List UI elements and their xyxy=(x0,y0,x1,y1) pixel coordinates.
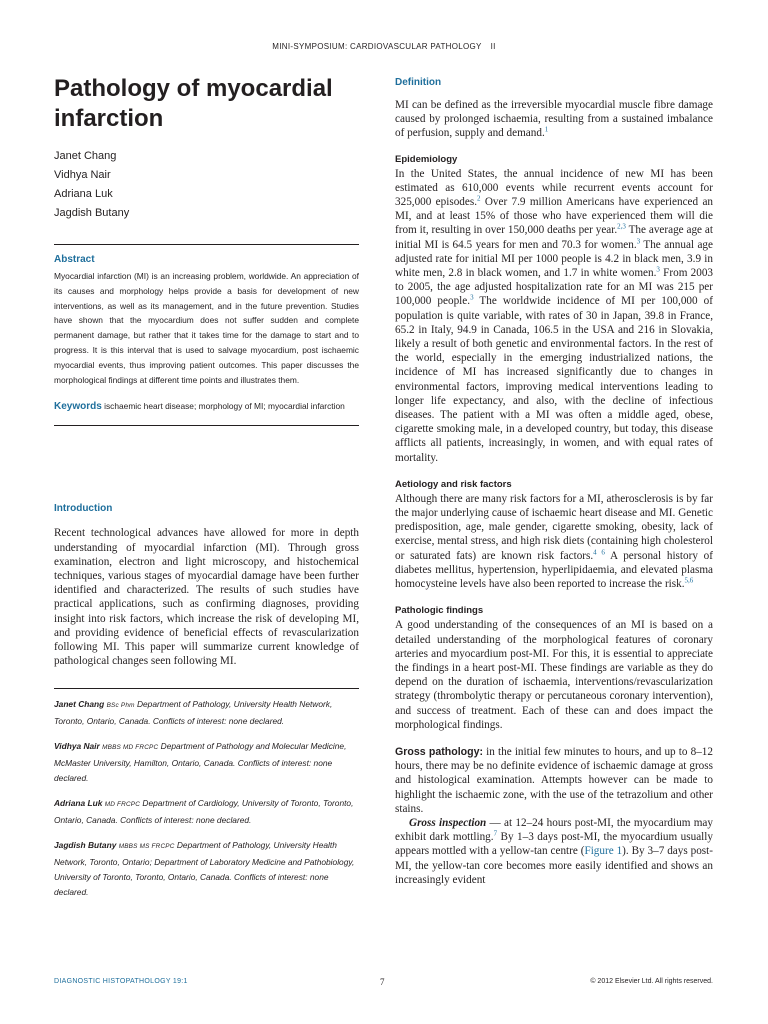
text-run: — at 12–24 hours post-MI, the myocardium may exhibit dark mottling. xyxy=(395,816,713,844)
affiliation xyxy=(54,838,359,901)
text-run: From 2003 to 2005, the age adjusted hospitalization rate for an MI was 215 per 100,000 people. xyxy=(395,267,714,308)
author: Vidhya Nair xyxy=(54,169,111,181)
introduction-heading: Introduction xyxy=(54,503,113,515)
affiliation-name: Jagdish Butany xyxy=(54,840,117,851)
text-run: A personal history of diabetes mellitus, hypertension, hyperlipidaemia, and elevated plasma homocysteine levels have also been reported to increase the risk. xyxy=(395,549,713,591)
text-run: The average age at initial MI is 64.5 years for men and 70.3 for women. xyxy=(395,224,713,251)
gross-inspection-label: Gross inspection xyxy=(409,816,487,829)
citation-link[interactable]: 5,6 xyxy=(684,576,694,585)
keywords-text: ischaemic heart disease; morphology of MI; myocardial infarction xyxy=(104,401,345,412)
citation-link[interactable]: 2 xyxy=(477,194,481,203)
introduction-section xyxy=(54,503,359,668)
citation-link[interactable]: 3 xyxy=(656,265,660,274)
definition-text xyxy=(395,98,713,141)
text-run: Over 7.9 million Americans have experienced an MI, and at least 15% of those who have experienced them will die from it, resulting in over 150,000 deaths per year. xyxy=(395,196,713,237)
affiliation-text: Department of Cardiology, University of Toronto, Toronto, Ontario, Canada. Conflicts of interest: none declared. xyxy=(54,798,354,825)
epidemiology-heading: Epidemiology xyxy=(395,153,458,165)
text-run: ). By 3–7 days post-MI, the yellow-tan core becomes more easily identified and shows an increasingly evident xyxy=(395,845,713,886)
citation-link[interactable]: 4 6 xyxy=(593,547,605,556)
affiliation-name: Vidhya Nair xyxy=(54,741,100,752)
affiliation-text: Department of Pathology, University Health Network, Toronto, Ontario, Canada. Conflicts of interest: none declared. xyxy=(54,699,333,726)
pathologic-text: A good understanding of the consequences of an MI is based on a detailed understanding of the morphological features of coronary arteries and myocardium post-MI. For this, it is essential to appreciate the findings in a heart post-MI. These findings are variable as they do depend on the duration of ischaemia, interventions/revascularization strategy (thrombolytic therapy or percutaneous coronary intervention), and success of treatment. Each of these can and does impact the morphological findings. xyxy=(395,619,713,731)
author: Jagdish Butany xyxy=(54,207,130,219)
article-title-line2: infarction xyxy=(54,105,164,132)
text-run: The worldwide incidence of MI per 100,000 of population is quite variable, with rates of 30 in Japan, 39.8 in France, 65.2 in Italy, 94.9 in Canada, 106.5 in the USA and 216 in Slovakia, likely a result of both genetic and environmental factors. In the rest of the world, especially in the emerging industrialized nations, the incidence of MI has increased significantly due to changes in environmental factors, improving medical interventions leading to longer life expectancy, and also, with the decline of infectious diseases. The patient with a MI was often a middle aged, obese, cigarette smoking male, in a developed country, but today, this disease afflicts all patients, increasingly, in women, and with equal rates of mortality. xyxy=(395,295,713,464)
author: Adriana Luk xyxy=(54,188,113,200)
aetiology-text xyxy=(395,492,713,591)
affiliations xyxy=(54,697,359,900)
figure-link[interactable]: Figure 1 xyxy=(584,845,623,858)
text-run: In the United States, the annual incidence of new MI has been estimated as 610,000 events while recurrent events account for 325,000 episodes. xyxy=(395,167,713,209)
page-number: 7 xyxy=(380,977,385,987)
running-head xyxy=(0,42,768,51)
text-run: The annual age adjusted rate for initial MI per 1000 people is 4.2 in black men, 3.9 in white men, 2.8 in black women, and 1.7 in white women. xyxy=(395,238,713,280)
introduction-text: Recent technological advances have allowed for more in depth understanding of myocardial infarction (MI). Through gross examination, electron and light microscopy, and histochemical techniques, various stages of myocardial damage have been further identified and characterized. The results of such studies have practical applications, such as confirming diagnoses, providing insight into risk factors, which increase the risk of developing MI, and providing evidence of beneficial effects of revascularization following MI. This paper will summarize current knowledge of pathological changes seen following MI. xyxy=(54,527,359,668)
affiliation-text: Department of Pathology, University Health Network, Toronto, Ontario; Department of Laboratory Medicine and Pathobiology, University of Toronto, Toronto, Ontario, Canada. Conflicts of interest: none declared. xyxy=(54,840,355,898)
affiliation-name: Janet Chang xyxy=(54,699,105,710)
affiliation-degrees: MD FRCPC xyxy=(104,801,141,809)
gross-label: Gross pathology: xyxy=(395,745,484,758)
abstract-heading: Abstract xyxy=(54,254,95,265)
right-column xyxy=(395,77,713,887)
text-run: in the initial few minutes to hours, and up to 8–12 hours, there may be no definite evidence of ischaemic damage at gross and histological examination. Attempts however can be made to highlight the ischaemic zone, with the use of the tetrazolium and other stains. xyxy=(395,745,713,815)
running-head-marker: II xyxy=(490,42,496,51)
abstract-text: Myocardial infarction (MI) is an increasing problem, worldwide. An appreciation of its causes and morphology helps provide a basis for development of new interventions, as well as its management, and in the future prevention. Studies have shown that the myocardium does not suffer sudden and complete permanent damage, but rather that it takes time for the damage to start and to progress. It is this interval that is used to salvage myocardium, post ischaemic myocardial events, thus improving patient outcomes. This paper discusses the morphological findings at different time points and illustrates them. xyxy=(54,271,359,385)
aetiology-heading: Aetiology and risk factors xyxy=(395,478,512,490)
affiliation-degrees: BSc Phm xyxy=(106,702,135,710)
article-title xyxy=(54,74,359,134)
article-title-line1: Pathology of myocardial xyxy=(54,75,333,102)
gross-inspection-text xyxy=(395,816,713,887)
citation-link[interactable]: 1 xyxy=(544,125,549,134)
citation-link[interactable]: 3 xyxy=(470,293,474,302)
affiliation xyxy=(54,739,359,786)
author-list xyxy=(54,147,359,223)
divider xyxy=(54,244,359,245)
citation-link[interactable]: 7 xyxy=(493,829,498,838)
affiliation xyxy=(54,697,359,729)
affiliation-text: Department of Pathology and Molecular Medicine, McMaster University, Hamilton, Ontario, Canada. Conflicts of interest: none declared. xyxy=(54,741,347,784)
pathologic-heading: Pathologic findings xyxy=(395,605,484,617)
text-run: Although there are many risk factors for a MI, atherosclerosis is by far the major underlying cause of ischaemic heart disease and MI. Genetic predisposition, age, male gender, cigarette smoking, obesity, lack of exercise, mental stress, and high risk diets (containing high cholesterol or saturated fats) are known risk factors. xyxy=(395,492,713,562)
definition-heading: Definition xyxy=(395,77,442,88)
keywords xyxy=(54,399,359,414)
citation-link[interactable]: 3 xyxy=(636,236,641,245)
text-run: By 1–3 days post-MI, the myocardium usually appears mottled with a yellow-tan centre ( xyxy=(395,831,713,858)
affiliation-name: Adriana Luk xyxy=(54,798,103,809)
citation-link[interactable]: 2,3 xyxy=(617,222,626,231)
affiliation xyxy=(54,796,359,828)
running-head-section: MINI-SYMPOSIUM: CARDIOVASCULAR PATHOLOGY xyxy=(272,42,482,51)
copyright: © 2012 Elsevier Ltd. All rights reserved. xyxy=(590,978,713,985)
epidemiology-text xyxy=(395,167,713,465)
left-column xyxy=(54,74,359,901)
affiliation-degrees: MBBS MS FRCPC xyxy=(118,843,175,851)
author: Janet Chang xyxy=(54,150,117,162)
gross-pathology-text xyxy=(395,745,713,816)
definition-body: MI can be defined as the irreversible myocardial muscle fibre damage caused by prolonged ischaemia, resulting from a sustained imbalance of perfusion, supply and demand. xyxy=(395,99,713,140)
abstract-section xyxy=(54,254,359,414)
divider xyxy=(54,688,359,689)
keywords-label: Keywords xyxy=(54,401,102,413)
affiliation-degrees: MBBS MD FRCPC xyxy=(102,744,159,752)
divider xyxy=(54,425,359,426)
journal-name: DIAGNOSTIC HISTOPATHOLOGY 19:1 xyxy=(54,978,188,985)
